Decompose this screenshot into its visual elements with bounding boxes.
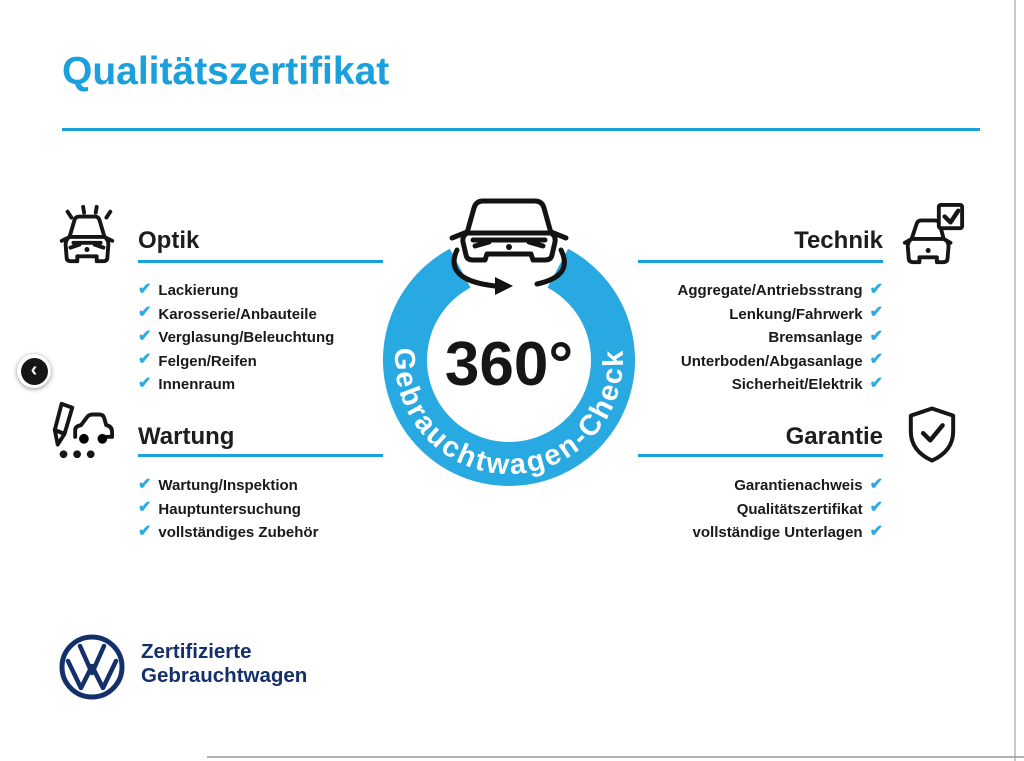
list-item-label: Karosserie/Anbauteile <box>158 305 317 323</box>
check-icon: ✔ <box>869 475 883 493</box>
list-item <box>138 279 383 303</box>
list-item-label: Unterboden/Abgasanlage <box>680 352 863 370</box>
section-title-optik: Optik <box>138 227 200 254</box>
list-item-label: Sicherheit/Elektrik <box>731 376 863 394</box>
car-checkbox-icon <box>900 202 966 268</box>
check-icon: ✔ <box>869 304 883 322</box>
bottom-crop-line <box>207 756 1024 758</box>
list-item-label: Wartung/Inspektion <box>158 477 298 495</box>
check-icon: ✔ <box>869 351 883 369</box>
page-title: Qualitätszertifikat <box>62 50 390 93</box>
adjacent-slide-edge <box>1014 0 1016 761</box>
list-item-label: Bremsanlage <box>768 329 863 347</box>
check-icon: ✔ <box>869 499 883 517</box>
brand-claim-line1: Zertifizierte <box>141 640 252 663</box>
list-item <box>138 326 383 350</box>
chevron-left-icon: ‹ <box>21 358 48 385</box>
check-icon: ✔ <box>869 327 883 345</box>
brand-claim-line2: Gebrauchtwagen <box>141 663 308 687</box>
car-shine-icon <box>54 202 120 268</box>
check-icon: ✔ <box>869 374 883 392</box>
brand-claim <box>141 640 307 687</box>
wartung-checklist <box>138 474 383 545</box>
list-item-label: Felgen/Reifen <box>158 352 257 370</box>
section-rule-optik <box>138 260 383 263</box>
list-item <box>138 521 383 545</box>
list-item-label: vollständige Unterlagen <box>692 524 863 542</box>
list-item-label: vollständiges Zubehör <box>158 524 319 542</box>
check-icon: ✔ <box>138 522 152 540</box>
list-item-label: Qualitätszertifikat <box>736 500 863 518</box>
list-item <box>138 498 383 522</box>
check-icon: ✔ <box>138 475 152 493</box>
list-item-label: Aggregate/Antriebsstrang <box>677 282 863 300</box>
car-service-pencil-icon <box>48 398 114 464</box>
360-check-badge <box>355 195 685 525</box>
shield-check-icon <box>902 404 962 466</box>
badge-ring-label: Gebrauchtwagen-Check <box>387 347 631 482</box>
section-title-technik: Technik <box>794 227 883 254</box>
check-icon: ✔ <box>138 374 152 392</box>
carousel-prev-button[interactable] <box>17 354 51 388</box>
section-title-wartung: Wartung <box>138 423 235 450</box>
optik-checklist <box>138 279 383 397</box>
list-item-label: Lenkung/Fahrwerk <box>729 305 863 323</box>
list-item-label: Innenraum <box>158 376 236 394</box>
check-icon: ✔ <box>138 327 152 345</box>
list-item <box>138 303 383 327</box>
check-icon: ✔ <box>138 304 152 322</box>
list-item-label: Hauptuntersuchung <box>158 500 301 518</box>
check-icon: ✔ <box>138 280 152 298</box>
section-title-garantie: Garantie <box>785 423 883 450</box>
list-item <box>138 373 383 397</box>
check-icon: ✔ <box>138 351 152 369</box>
list-item <box>138 350 383 374</box>
title-divider <box>62 128 980 131</box>
vw-logo <box>58 633 126 701</box>
list-item <box>138 474 383 498</box>
section-rule-wartung <box>138 454 383 457</box>
check-icon: ✔ <box>138 499 152 517</box>
badge-degrees: 360° <box>444 330 574 399</box>
list-item-label: Lackierung <box>158 282 239 300</box>
check-icon: ✔ <box>869 280 883 298</box>
car-360-rotation-icon <box>452 201 566 295</box>
list-item-label: Verglasung/Beleuchtung <box>158 329 335 347</box>
list-item-label: Garantienachweis <box>734 477 863 495</box>
check-icon: ✔ <box>869 522 883 540</box>
